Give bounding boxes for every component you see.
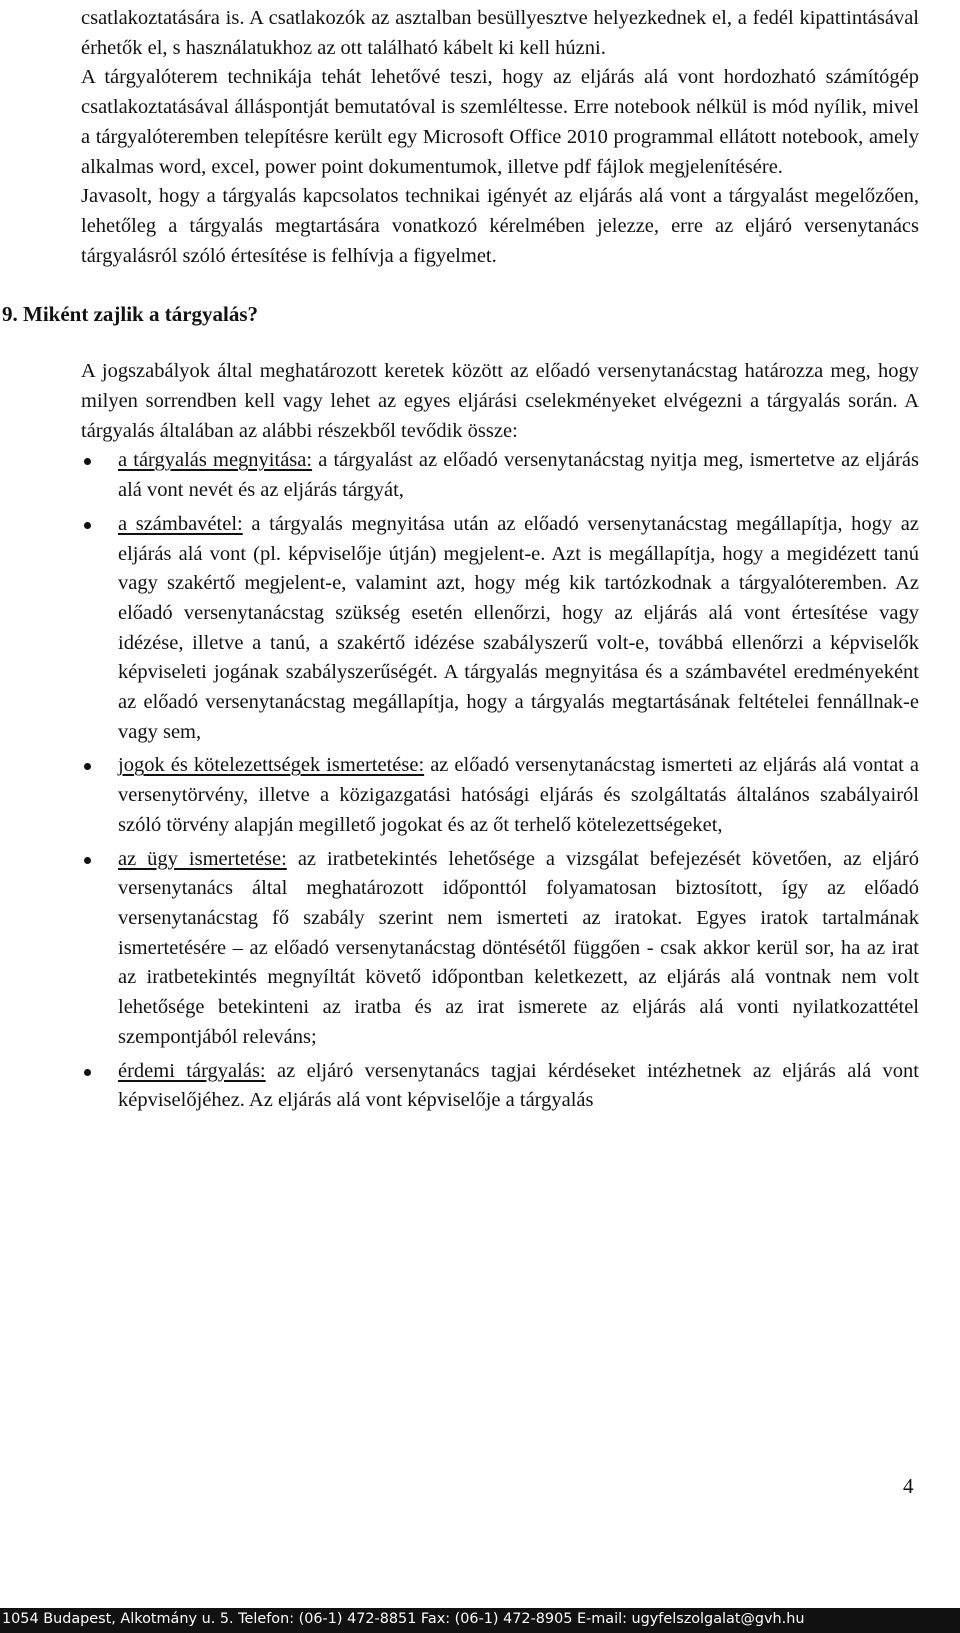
list-item bbox=[81, 845, 919, 1053]
list-item bbox=[81, 510, 919, 748]
list-item-text: a tárgyalást az előadó versenytanácstag nyitja meg, ismertetve az eljárás alá vont nevét és az eljárás tárgyát, bbox=[118, 449, 920, 502]
list-item bbox=[81, 751, 919, 840]
footer-contact-text: 1054 Budapest, Alkotmány u. 5. Telefon: (06-1) 472-8851 Fax: (06-1) 472-8905 E-mail: ugyfelszolgalat@gvh.hu bbox=[2, 1611, 805, 1627]
list-item-text: az iratbetekintés lehetősége a vizsgálat befejezését követően, az eljáró versenytanács által meghatározott időponttól folyamatosan biztosított, így az előadó versenytanácstag fő szabály szerint nem ismerteti az iratokat. Egyes iratok tartalmának ismertetésére – az előadó versenytanácstag döntésétől függően - csak akkor kerül sor, ha az irat az iratbetekintés megnyíltát követő időpontban keletkezett, az eljárás alá vontnak nem volt lehetősége betekinteni az iratba és az irat ismerete az eljárás alá vonti nyilatkozattétel szempontjából releváns; bbox=[118, 847, 919, 1048]
list-item-term: érdemi tárgyalás: bbox=[118, 1059, 266, 1082]
document-body bbox=[2, 4, 920, 1120]
bullet-icon bbox=[84, 1069, 91, 1076]
list-item bbox=[81, 446, 919, 505]
hearing-steps-list bbox=[81, 446, 919, 1115]
paragraph-continuation: csatlakoztatására is. A csatlakozók az asztalban besüllyesztve helyezkednek el, a fedél kipattintásával érhetők el, s használatukhoz az ott található kábelt ki kell húzni. bbox=[81, 7, 919, 59]
bullet-icon bbox=[84, 522, 91, 529]
footer-bar bbox=[0, 1608, 960, 1633]
paragraph-technology: A tárgyalóterem technikája tehát lehetővé teszi, hogy az eljárás alá vont hordozható számítógép csatlakoztatásával álláspontját bemutatóval is szemléltesse. Erre notebook nélkül is mód nyílik, mivel a tárgyalóteremben telepítésre került egy Microsoft Office 2010 programmal ellátott notebook, amely alkalmas word, excel, power point dokumentumok, illetve pdf fájlok megjelenítésére. bbox=[81, 66, 919, 178]
list-item bbox=[81, 1057, 919, 1116]
bullet-icon bbox=[84, 857, 91, 864]
list-item-text: az előadó versenytanácstag ismerteti az eljárás alá vontat a versenytörvény, illetve a közigazgatási hatósági eljárás és szolgáltatás általános szabályairól szóló törvény alapján megillető jogokat és az őt terhelő kötelezettségeket, bbox=[118, 754, 920, 836]
paragraph-intro: A jogszabályok által meghatározott keretek között az előadó versenytanácstag határozza meg, hogy milyen sorrendben kell vagy lehet az egyes eljárási cselekményeket elvégezni a tárgyalás során. A tárgyalás általában az alábbi részekből tevődik össze: bbox=[81, 360, 919, 442]
list-item-term: a számbavétel: bbox=[118, 512, 243, 535]
list-item-term: az ügy ismertetése: bbox=[118, 847, 287, 870]
list-item-text: a tárgyalás megnyitása után az előadó versenytanácstag megállapítja, hogy az eljárás alá vont (pl. képviselője útján) megjelent-e. Azt is megállapítja, hogy a megidézett tanú vagy szakértő megjelent-e, valamint azt, hogy még kik tartózkodnak a tárgyalóteremben. Az előadó versenytanácstag szükség esetén ellenőrzi, hogy az eljárás alá vont értesítése vagy idézése, illetve a tanú, a szakértő idézése szabályszerű volt-e, továbbá ellenőrzi a képviselők képviseleti jogának szabályszerűségét. A tárgyalás megnyitása és a számbavétel eredményeként az előadó versenytanácstag megállapítja, hogy a tárgyalás megtartásának feltételei fennállnak-e vagy sem, bbox=[118, 512, 919, 743]
page-number: 4 bbox=[903, 1474, 914, 1498]
section-heading: 9. Miként zajlik a tárgyalás? bbox=[2, 302, 259, 327]
list-item-term: a tárgyalás megnyitása: bbox=[118, 449, 313, 472]
list-item-text: az eljáró versenytanács tagjai kérdéseket intézhetnek az eljárás alá vont képviselőjéhez. Az eljárás alá vont képviselője a tárgyalás bbox=[118, 1059, 920, 1112]
list-item-term: jogok és kötelezettségek ismertetése: bbox=[118, 754, 425, 777]
bullet-icon bbox=[84, 458, 91, 465]
paragraph-recommendation: Javasolt, hogy a tárgyalás kapcsolatos technikai igényét az eljárás alá vont a tárgyalást megelőzően, lehetőleg a tárgyalás megtartására vonatkozó kérelmében jelezze, erre az eljáró versenytanács tárgyalásról szóló értesítése is felhívja a figyelmet. bbox=[81, 185, 919, 267]
bullet-icon bbox=[84, 763, 91, 770]
